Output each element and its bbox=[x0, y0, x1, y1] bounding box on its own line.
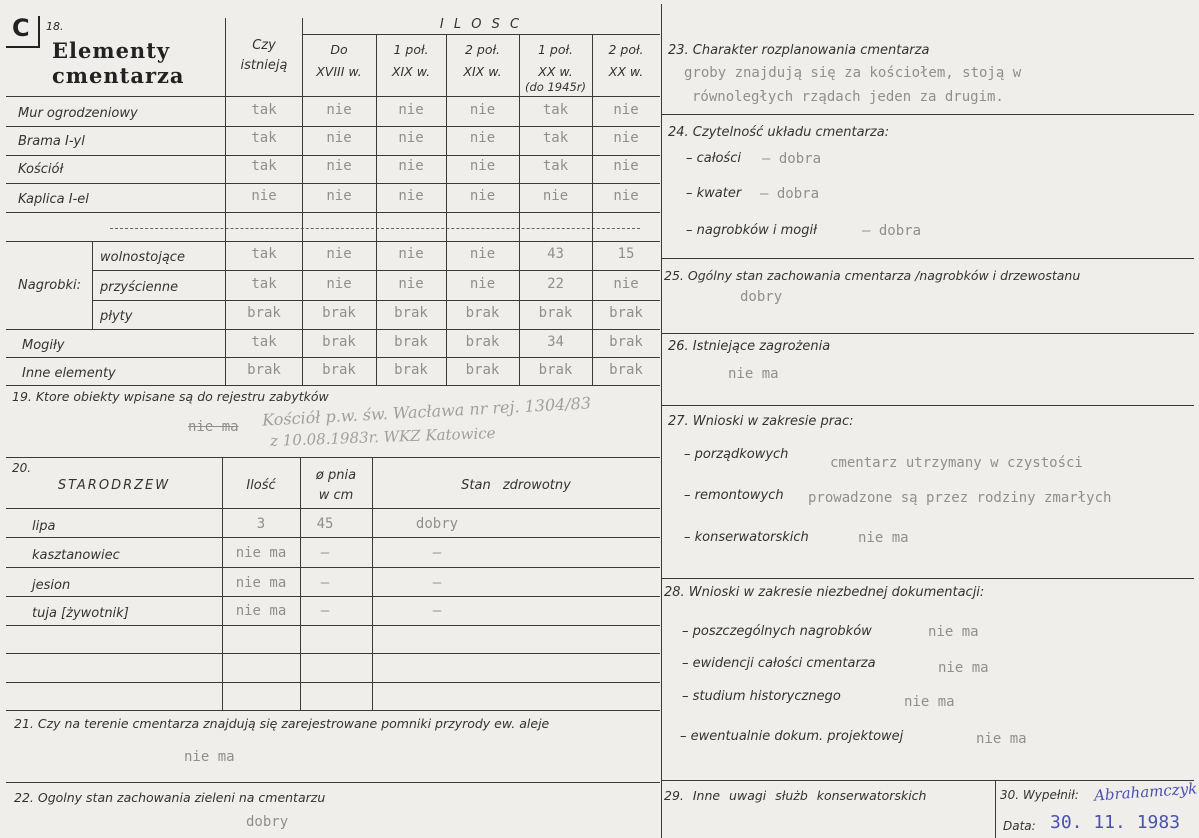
typed-value: nie ma bbox=[938, 660, 989, 676]
column-header: XX w. bbox=[608, 64, 644, 79]
section-number: 18. bbox=[46, 20, 64, 33]
divider bbox=[662, 114, 1194, 115]
divider bbox=[6, 96, 660, 97]
cell-value: brak bbox=[538, 305, 573, 321]
cell-value: nie bbox=[469, 246, 496, 262]
section-label: 23. Charakter rozplanowania cmentarza bbox=[668, 43, 930, 58]
column-header: Czy bbox=[252, 38, 276, 53]
cell-value: tak bbox=[251, 276, 277, 292]
cell-value: tak bbox=[251, 158, 277, 174]
column-header: XX w. bbox=[538, 64, 573, 79]
cell-value: nie bbox=[398, 188, 424, 204]
divider bbox=[6, 782, 660, 783]
row-label: Kościół bbox=[18, 162, 64, 177]
cell-value: 43 bbox=[547, 246, 564, 262]
divider bbox=[6, 567, 660, 568]
cell-value: brak bbox=[609, 334, 643, 350]
typed-value: dobry bbox=[740, 289, 783, 305]
cell-value: brak bbox=[465, 362, 500, 378]
item-label: – remontowych bbox=[684, 488, 784, 503]
cell-value: tak bbox=[251, 246, 277, 262]
cell-value: nie bbox=[326, 276, 352, 292]
typed-value: nie ma bbox=[188, 419, 239, 435]
signature: Abrahamczyk bbox=[1093, 779, 1198, 805]
row-label: płyty bbox=[100, 309, 133, 324]
cell-value: brak bbox=[538, 362, 573, 378]
tree-state: – bbox=[432, 575, 442, 591]
divider bbox=[662, 258, 1194, 259]
cell-value: tak bbox=[251, 102, 277, 118]
cell-value: nie bbox=[398, 102, 424, 118]
cell-value: brak bbox=[322, 362, 356, 378]
column-header: XVIII w. bbox=[316, 64, 362, 79]
tree-name: kasztanowiec bbox=[32, 548, 120, 563]
tree-diameter: – bbox=[320, 603, 330, 619]
divider bbox=[6, 508, 660, 509]
cell-value: brak bbox=[465, 334, 500, 350]
section-label: 24. Czytelność układu cmentarza: bbox=[668, 125, 890, 140]
item-label: – nagrobków i mogił bbox=[686, 223, 817, 238]
typed-value: nie ma bbox=[728, 366, 779, 382]
row-label: Mur ogrodzeniowy bbox=[18, 106, 138, 121]
section-title: STARODRZEW bbox=[57, 478, 171, 493]
handwritten-note: z 10.08.1983r. WKZ Katowice bbox=[269, 424, 496, 450]
row-label: Mogiły bbox=[22, 338, 65, 353]
divider bbox=[6, 457, 660, 458]
cell-value: brak bbox=[322, 305, 356, 321]
cell-value: nie bbox=[398, 246, 424, 262]
cell-value: nie bbox=[613, 158, 639, 174]
typed-value: – dobra bbox=[762, 151, 822, 167]
tree-diameter: – bbox=[320, 575, 330, 591]
divider bbox=[6, 241, 660, 242]
item-label: – ewidencji całości cmentarza bbox=[682, 656, 876, 671]
cell-value: brak bbox=[609, 362, 643, 378]
section-label: 27. Wnioski w zakresie prac: bbox=[668, 414, 854, 429]
cell-value: nie bbox=[613, 102, 639, 118]
cell-value: tak bbox=[251, 334, 277, 350]
typed-value: nie ma bbox=[858, 530, 909, 546]
typed-value: nie ma bbox=[976, 731, 1027, 747]
cell-value: brak bbox=[247, 305, 281, 321]
row-label: Nagrobki: bbox=[18, 278, 82, 293]
typed-value: nie ma bbox=[904, 694, 955, 710]
handwritten-note: Kościół p.w. św. Wacława nr rej. 1304/83 bbox=[261, 393, 592, 430]
tree-state: dobry bbox=[415, 516, 459, 532]
cell-value: nie bbox=[398, 158, 424, 174]
row-label: przyścienne bbox=[100, 280, 179, 295]
column-header: 2 poł. bbox=[608, 42, 644, 57]
cell-value: 34 bbox=[547, 334, 564, 350]
tree-count: nie ma bbox=[235, 575, 287, 591]
row-label: Inne elementy bbox=[22, 366, 116, 381]
cell-value: nie bbox=[469, 102, 496, 118]
tree-name: tuja [żywotnik] bbox=[32, 606, 129, 621]
cell-value: brak bbox=[609, 305, 643, 321]
divider bbox=[6, 212, 660, 213]
cell-value: nie bbox=[613, 188, 639, 204]
section-label: 26. Istniejące zagrożenia bbox=[668, 339, 831, 354]
cell-value: tak bbox=[542, 158, 569, 174]
row-label: wolnostojące bbox=[100, 250, 185, 265]
divider bbox=[662, 405, 1194, 406]
cell-value: brak bbox=[394, 334, 428, 350]
cell-value: nie bbox=[469, 158, 496, 174]
cell-value: 15 bbox=[617, 246, 635, 262]
divider bbox=[6, 596, 660, 597]
cell-value: brak bbox=[247, 362, 281, 378]
divider bbox=[995, 780, 996, 838]
divider bbox=[592, 34, 593, 385]
typed-value: – dobra bbox=[760, 186, 820, 202]
divider bbox=[6, 357, 660, 358]
typed-value: groby znajdują się za kościołem, stoją w bbox=[684, 65, 1022, 81]
item-label: – całości bbox=[686, 151, 741, 166]
item-label: – poszczególnych nagrobków bbox=[682, 624, 872, 639]
divider bbox=[92, 241, 93, 329]
column-header: Ilość bbox=[246, 478, 276, 493]
column-header: 2 poł. bbox=[464, 42, 501, 57]
column-header: w cm bbox=[318, 488, 354, 503]
section-label: 28. Wnioski w zakresie niezbednej dokumentacji: bbox=[664, 585, 985, 600]
column-header: 1 poł. bbox=[393, 42, 429, 57]
column-header: ø pnia bbox=[315, 468, 357, 483]
cell-value: nie bbox=[469, 130, 496, 146]
date-label: Data: bbox=[1003, 819, 1036, 833]
cell-value: nie bbox=[326, 188, 352, 204]
section-number: 20. bbox=[12, 461, 32, 475]
divider bbox=[302, 34, 660, 35]
cell-value: nie bbox=[469, 276, 496, 292]
cell-value: brak bbox=[394, 305, 428, 321]
cell-value: nie bbox=[326, 246, 352, 262]
cell-value: nie bbox=[469, 188, 496, 204]
row-label: Kaplica I-el bbox=[18, 192, 89, 207]
typed-value: dobry bbox=[246, 814, 289, 830]
cell-value: nie bbox=[326, 102, 352, 118]
typed-value: cmentarz utrzymany w czystości bbox=[830, 455, 1083, 471]
cell-value: 22 bbox=[547, 276, 564, 292]
section-label: 21. Czy na terenie cmentarza znajdują się zarejestrowane pomniki przyrody ew. aleje bbox=[14, 716, 550, 731]
tree-name: jesion bbox=[32, 578, 71, 593]
divider bbox=[6, 385, 660, 386]
tree-state: – bbox=[432, 545, 442, 561]
section-label: 19. Ktore obiekty wpisane są do rejestru zabytków bbox=[12, 389, 329, 404]
cell-value: nie bbox=[613, 130, 639, 146]
cell-value: nie bbox=[326, 130, 352, 146]
divider bbox=[6, 183, 660, 184]
divider bbox=[6, 653, 660, 654]
tree-count: nie ma bbox=[235, 603, 287, 619]
column-header: 1 poł. bbox=[537, 42, 574, 57]
category-letter: C bbox=[12, 14, 30, 42]
section-label: 29. Inne uwagi służb konserwatorskich bbox=[664, 788, 927, 803]
divider bbox=[6, 537, 660, 538]
cell-value: nie bbox=[251, 188, 277, 204]
divider bbox=[6, 625, 660, 626]
column-header: I L O S C bbox=[439, 17, 523, 32]
column-header: Stan zdrowotny bbox=[461, 478, 571, 493]
cell-value: nie bbox=[398, 276, 424, 292]
cell-value: brak bbox=[322, 334, 356, 350]
typed-value: prowadzone są przez rodziny zmarłych bbox=[808, 490, 1112, 506]
divider bbox=[446, 34, 447, 385]
divider bbox=[6, 682, 660, 683]
row-label: Brama I-yl bbox=[18, 134, 85, 149]
dashed-divider bbox=[110, 228, 640, 229]
divider bbox=[6, 710, 660, 711]
cell-value: tak bbox=[251, 130, 277, 146]
typed-value: równoległych rządach jeden za drugim. bbox=[692, 89, 1004, 105]
typed-value: – dobra bbox=[862, 223, 922, 239]
tree-diameter: 45 bbox=[316, 516, 334, 532]
cell-value: brak bbox=[465, 305, 500, 321]
column-header: XIX w. bbox=[391, 64, 431, 79]
item-label: – ewentualnie dokum. projektowej bbox=[680, 729, 904, 744]
cell-value: nie bbox=[542, 188, 569, 204]
divider bbox=[661, 4, 662, 838]
typed-value: nie ma bbox=[928, 624, 979, 640]
tree-diameter: – bbox=[320, 545, 330, 561]
divider bbox=[6, 329, 660, 330]
tree-state: – bbox=[432, 603, 442, 619]
cell-value: nie bbox=[326, 158, 352, 174]
item-label: – konserwatorskich bbox=[684, 530, 809, 545]
column-header: Do bbox=[330, 42, 348, 57]
section-label: 25. Ogólny stan zachowania cmentarza /nagrobków i drzewostanu bbox=[664, 268, 1081, 283]
section-title: cmentarza bbox=[52, 63, 185, 88]
section-title: Elementy bbox=[52, 38, 171, 63]
divider bbox=[6, 155, 660, 156]
item-label: – kwater bbox=[686, 186, 742, 201]
tree-name: lipa bbox=[32, 519, 56, 534]
cell-value: tak bbox=[542, 102, 569, 118]
tree-count: nie ma bbox=[235, 545, 287, 561]
divider bbox=[662, 780, 1194, 781]
column-header: istnieją bbox=[240, 58, 288, 73]
item-label: – studium historycznego bbox=[682, 689, 841, 704]
section-label: 22. Ogolny stan zachowania zieleni na cmentarzu bbox=[14, 790, 326, 805]
section-label: 30. Wypełnił: bbox=[1000, 788, 1079, 802]
divider bbox=[6, 126, 660, 127]
column-header: (do 1945r) bbox=[525, 80, 586, 94]
divider bbox=[662, 333, 1194, 334]
tree-count: 3 bbox=[256, 516, 266, 532]
divider bbox=[662, 578, 1194, 579]
typed-value: nie ma bbox=[184, 749, 235, 765]
cell-value: nie bbox=[613, 276, 639, 292]
date-value: 30. 11. 1983 bbox=[1050, 812, 1181, 833]
cell-value: brak bbox=[394, 362, 428, 378]
item-label: – porządkowych bbox=[684, 447, 789, 462]
cell-value: nie bbox=[398, 130, 424, 146]
divider bbox=[376, 34, 377, 385]
column-header: XIX w. bbox=[463, 64, 502, 79]
cell-value: tak bbox=[542, 130, 569, 146]
